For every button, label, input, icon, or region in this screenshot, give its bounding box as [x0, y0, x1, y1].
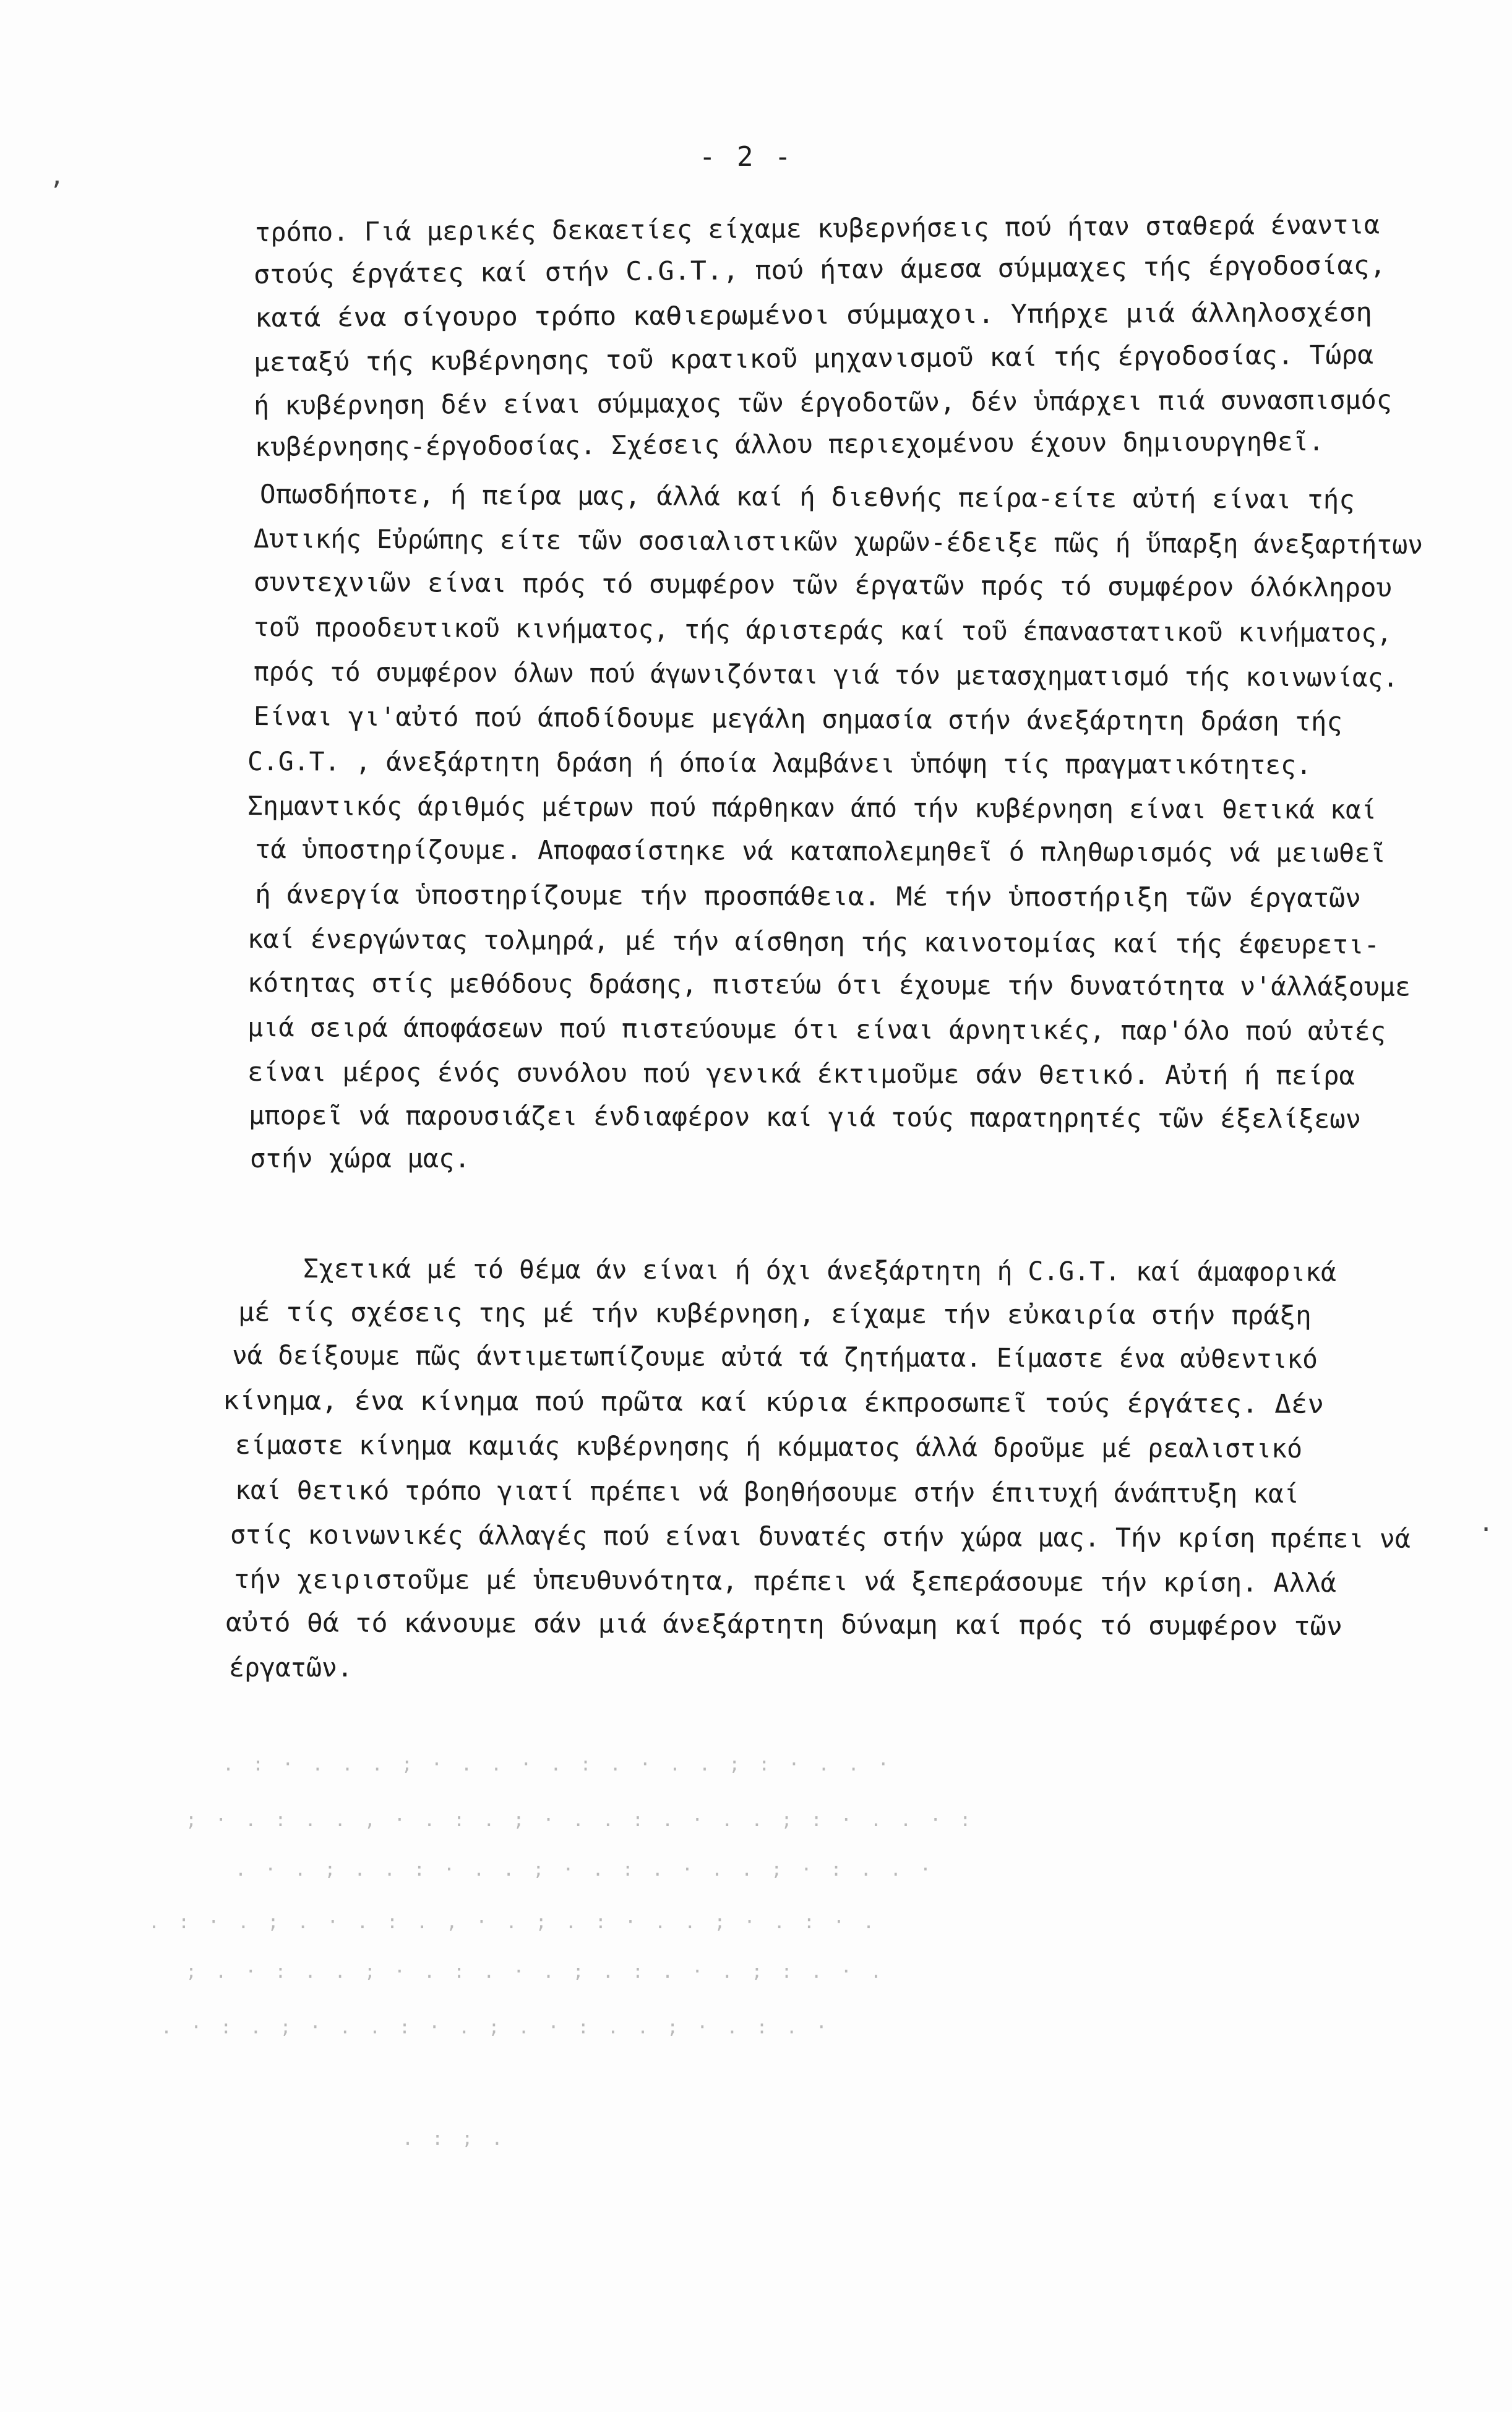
scan-noise: . · : . ; · . . : · . ; . · : . . ; · . : . · — [161, 2017, 831, 2038]
text-line: μιά σειρά άποφάσεων πού πιστεύουμε ότι είναι άρνητικές, παρ'όλο πού αὐτές — [247, 1012, 1386, 1047]
scan-noise: . : · . ; . · . : . , · . ; . : · . . ; · . : · . — [148, 1912, 878, 1933]
text-line: κότητας στίς μεθόδους δράσης, πιστεύω ότι έχουμε τήν δυνατότητα ν'άλλάξουμε — [247, 968, 1411, 1002]
scan-noise: . · . ; . . : · . . ; · . : . · . . ; · : . . · — [235, 1859, 935, 1881]
text-line: τρόπο. Γιά μερικές δεκαετίες είχαμε κυβερνήσεις πού ήταν σταθερά έναντια — [254, 209, 1380, 247]
text-line: πρός τό συμφέρον όλων πού άγωνιζόνται γιά τόν μετασχηματισμό τής κοινωνίας. — [253, 656, 1399, 693]
text-line: μέ τίς σχέσεις της μέ τήν κυβέρνηση, είχαμε τήν εὐκαιρία στήν πράξη — [238, 1297, 1312, 1331]
text-line: τά ὑποστηρίζουμε. Αποφασίστηκε νά καταπολεμηθεῖ ό πληθωρισμός νά μειωθεῖ — [254, 834, 1386, 869]
scan-noise: . : · . . . ; · . . · . : . · . . ; : · . . · — [223, 1754, 893, 1775]
text-line: Δυτικής Εὐρώπης είτε τῶν σοσιαλιστικῶν χωρῶν-έδειξε πῶς ή ὕπαρξη άνεξαρτήτων — [253, 523, 1424, 560]
text-line: τήν χειριστοῦμε μέ ὑπευθυνότητα, πρέπει νά ξεπεράσουμε τήν κρίση. Αλλά — [233, 1564, 1337, 1599]
text-line: κατά ένα σίγουρο τρόπο καθιερωμένοι σύμμαχοι. Υπήρχε μιά άλληλοσχέση — [254, 296, 1373, 333]
text-line: στήν χώρα μας. — [250, 1143, 470, 1174]
scan-noise: ; . · : . . ; · . : . · . ; . : . · . ; : . · . — [186, 1961, 885, 1983]
text-line: καί θετικό τρόπο γιατί πρέπει νά βοηθήσουμε στήν έπιτυχή άνάπτυξη καί — [234, 1475, 1300, 1509]
text-line: Είναι γι'αὐτό πού άποδίδουμε μεγάλη σημασία στήν άνεξάρτητη δράση τής — [253, 701, 1343, 737]
text-line: C.G.T. , άνεξάρτητη δράση ή όποία λαμβάνει ὑπόψη τίς πραγματικότητες. — [247, 746, 1312, 781]
text-line: κίνημα, ένα κίνημα πού πρῶτα καί κύρια έκπροσωπεῖ τούς έργάτες. Δέν — [222, 1385, 1325, 1419]
text-line: στούς έργάτες καί στήν C.G.T., πού ήταν άμεσα σύμμαχες τής έργοδοσίας, — [253, 249, 1386, 290]
text-line: ή κυβέρνηση δέν είναι σύμμαχος τῶν έργοδοτῶν, δέν ὑπάρχει πιά συνασπισμός — [253, 384, 1393, 421]
page-number: - 2 - — [699, 141, 794, 173]
text-line: ή άνεργία ὑποστηρίζουμε τήν προσπάθεια. Μέ τήν ὑποστήριξη τῶν έργατῶν — [254, 879, 1362, 914]
text-line: μεταξύ τής κυβέρνησης τοῦ κρατικοῦ μηχανισμοῦ καί τής έργοδοσίας. Τώρα — [253, 339, 1374, 377]
text-line: τοῦ προοδευτικοῦ κινήματος, τής άριστεράς καί τοῦ έπαναστατικοῦ κινήματος, — [253, 612, 1393, 648]
text-line: είμαστε κίνημα καμιάς κυβέρνησης ή κόμματος άλλά δροῦμε μέ ρεαλιστικό — [234, 1430, 1303, 1464]
text-line: νά δείξουμε πῶς άντιμετωπίζουμε αὐτά τά ζητήματα. Είμαστε ένα αὐθεντικό — [231, 1340, 1318, 1375]
text-line: μπορεῖ νά παρουσιάζει ένδιαφέρον καί γιά τούς παρατηρητές τῶν έξελίξεων — [248, 1100, 1362, 1135]
text-line: έργατῶν. — [229, 1652, 353, 1683]
text-line: Σημαντικός άριθμός μέτρων πού πάρθηκαν άπό τήν κυβέρνηση είναι θετικά καί — [247, 791, 1377, 825]
scan-noise: . : ; . — [402, 2128, 507, 2150]
text-line: αὐτό θά τό κάνουμε σάν μιά άνεξάρτητη δύναμη καί πρός τό συμφέρον τῶν — [225, 1607, 1343, 1642]
text-line: Οπωσδήποτε, ή πείρα μας, άλλά καί ή διεθνής πείρα-είτε αὐτή είναι τής — [259, 479, 1355, 515]
text-line: κυβέρνησης-έργοδοσίας. Σχέσεις άλλου περιεχομένου έχουν δημιουργηθεῖ. — [254, 426, 1325, 462]
text-line: στίς κοινωνικές άλλαγές πού είναι δυνατές στήν χώρα μας. Τήν κρίση πρέπει νά — [230, 1519, 1411, 1554]
scan-noise: ; · . : . . , · . : . ; · . . : . · . . ; : · . . · : — [186, 1809, 975, 1831]
text-line: είναι μέρος ένός συνόλου πού γενικά έκτιμοῦμε σάν θετικό. Αὐτή ή πείρα — [247, 1057, 1355, 1091]
text-line: καί ένεργώντας τολμηρά, μέ τήν αίσθηση τής καινοτομίας καί τής έφευρετι- — [247, 924, 1380, 960]
stray-mark: · — [1479, 1516, 1494, 1544]
stray-mark: , — [49, 162, 65, 191]
text-line: Σχετικά μέ τό θέμα άν είναι ή όχι άνεξάρτητη ή C.G.T. καί άμαφορικά — [303, 1253, 1337, 1287]
text-line: συντεχνιῶν είναι πρός τό συμφέρον τῶν έργατῶν πρός τό συμφέρον όλόκληρου — [253, 567, 1393, 603]
